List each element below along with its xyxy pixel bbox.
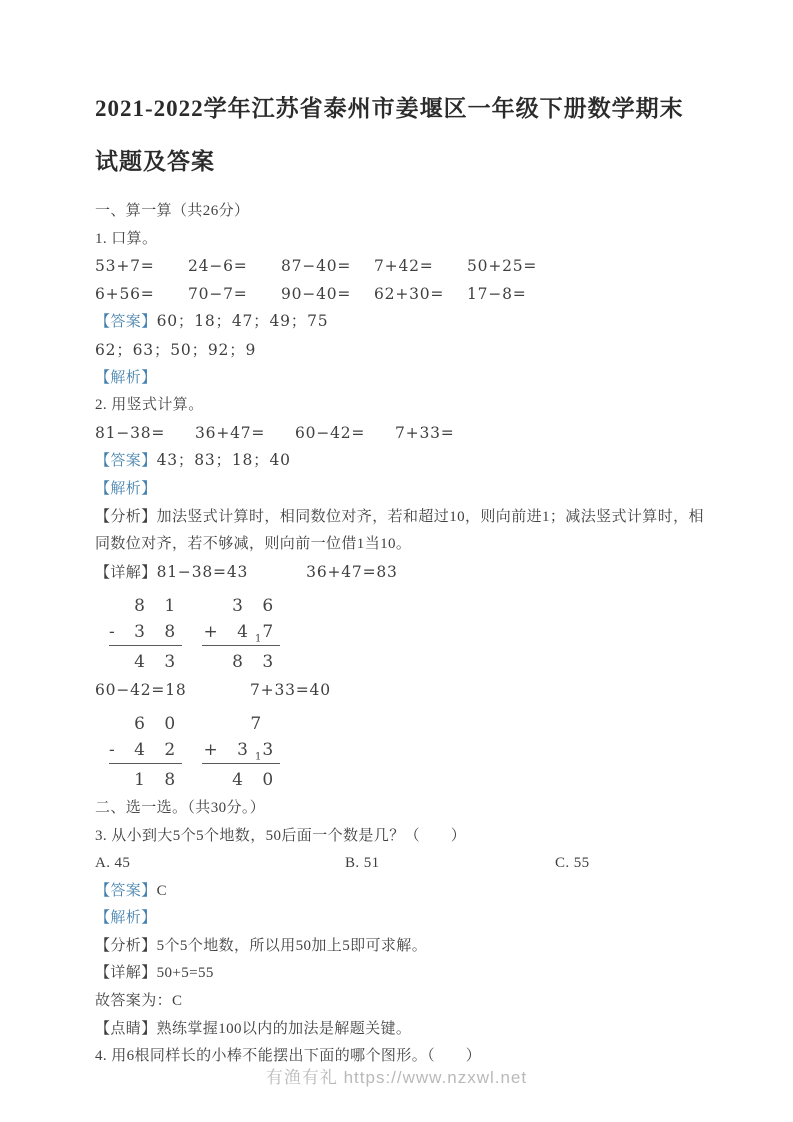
carry-digit: 1: [254, 633, 263, 645]
vcalc-bottom-operand: [202, 737, 280, 764]
vertical-calc-7-plus-33: [202, 711, 280, 793]
answer-values: 60；18；47；49；75: [156, 312, 329, 331]
question1-equation-row-2: [95, 281, 705, 309]
equation: 17−8=: [467, 284, 527, 303]
question2-detail-line: [95, 559, 705, 588]
operand-part: 3: [262, 739, 281, 760]
vcalc-top-operand: 8 1: [134, 596, 183, 617]
option-b: B. 51: [345, 855, 380, 872]
option-a: A. 45: [95, 855, 131, 872]
equation: 81−38=: [95, 423, 166, 442]
equation: 7+33=: [395, 423, 455, 442]
detail-equation: 36+47=83: [306, 562, 398, 581]
detail-equation: 60−42=18: [95, 681, 187, 700]
question3-analysis-text: 【分析】5个5个地数，所以用50加上5即可求解。: [95, 937, 428, 954]
carry-digit: 1: [254, 751, 263, 763]
question2-stem: 2. 用竖式计算。: [95, 397, 204, 414]
question2-analysis-line: [95, 476, 705, 504]
question3-answer-line: [95, 878, 705, 906]
equation: 87−40=: [281, 257, 352, 276]
question4-stem: 4. 用6根同样长的小棒不能摆出下面的哪个图形。（ ）: [95, 1048, 482, 1065]
equation: 53+7=: [95, 257, 155, 276]
vcalc-result: 8 3: [232, 652, 281, 673]
operand-part: + 4: [203, 622, 255, 643]
operand-part: + 3: [203, 739, 255, 760]
equation: 70−7=: [188, 284, 248, 303]
question2-detail-line-2: [95, 677, 705, 705]
question1-answer-line-2: 62；63；50；92；9: [95, 340, 257, 359]
equation: 90−40=: [281, 284, 352, 303]
vcalc-bottom-operand: [202, 619, 280, 646]
vcalc-bottom-operand: - 4 2: [109, 737, 182, 764]
vertical-calc-36-plus-47: [202, 593, 280, 675]
analysis-label: 【解析】: [95, 369, 157, 386]
detail-equation: 81−38=43: [156, 562, 249, 581]
section1-heading: 一、算一算（共26分）: [95, 203, 250, 219]
section2-heading: 二、选一选。（共30分。）: [95, 799, 266, 816]
vcalc-top-operand: 7: [250, 713, 269, 734]
detail-equation: 7+33=40: [250, 681, 331, 700]
vcalc-result: 4 0: [232, 769, 281, 790]
vcalc-top-operand: 6 0: [134, 713, 183, 734]
vcalc-result: 4 3: [134, 652, 183, 673]
question1-equation-row-1: [95, 253, 705, 281]
question3-options-row: [95, 850, 705, 878]
equation: 6+56=: [95, 284, 155, 303]
answer-value: C: [156, 882, 168, 899]
question3-stem: 3. 从小到大5个5个地数，50后面一个数是几？（ ）: [95, 827, 467, 844]
equation: 7+42=: [374, 257, 434, 276]
question3-analysis-line: [95, 905, 705, 933]
vcalc-bottom-operand: - 3 8: [109, 619, 182, 646]
question3-conclusion: 故答案为：C: [95, 993, 183, 1010]
analysis-label: 【解析】: [95, 910, 157, 927]
question1-analysis-line: [95, 365, 705, 393]
answer-label: 【答案】: [95, 314, 157, 331]
question2-answer-line: [95, 447, 705, 476]
equation: 60−42=: [295, 423, 366, 442]
vcalc-result: 1 8: [134, 769, 183, 790]
vertical-calc-81-minus-38: [109, 593, 182, 675]
vertical-calc-group-1: [95, 593, 705, 675]
question2-analysis-text: 【分析】加法竖式计算时，相同数位对齐，若和超过10，则向前进1；减法竖式计算时，相同数位对齐，若不够减，则向前一位借1当10。: [95, 508, 704, 553]
answer-label: 【答案】: [95, 453, 157, 470]
detail-label: 【详解】: [95, 564, 157, 581]
site-watermark: 有渔有礼 https://www.nzxwl.net: [265, 1068, 528, 1087]
equation: 36+47=: [195, 423, 266, 442]
question3-detail-text: 【详解】50+5=55: [95, 965, 214, 982]
answer-label: 【答案】: [95, 882, 157, 899]
question1-answer-line: [95, 308, 705, 337]
answer-values: 43；83；18；40: [156, 451, 291, 470]
question3-tip-text: 【点睛】熟练掌握100以内的加法是解题关键。: [95, 1020, 412, 1037]
option-c: C. 55: [555, 855, 590, 872]
analysis-label: 【解析】: [95, 480, 157, 497]
question2-equation-row: [95, 420, 705, 448]
equation: 24−6=: [188, 257, 248, 276]
vcalc-top-operand: 3 6: [232, 596, 281, 617]
question1-stem: 1. 口算。: [95, 230, 158, 247]
page-title: 2021-2022学年江苏省泰州市姜堰区一年级下册数学期末试题及答案: [95, 96, 684, 174]
operand-part: 7: [262, 622, 281, 643]
equation: 62+30=: [374, 284, 445, 303]
vertical-calc-group-2: [95, 711, 705, 793]
equation: 50+25=: [467, 257, 538, 276]
vertical-calc-60-minus-42: [109, 711, 182, 793]
